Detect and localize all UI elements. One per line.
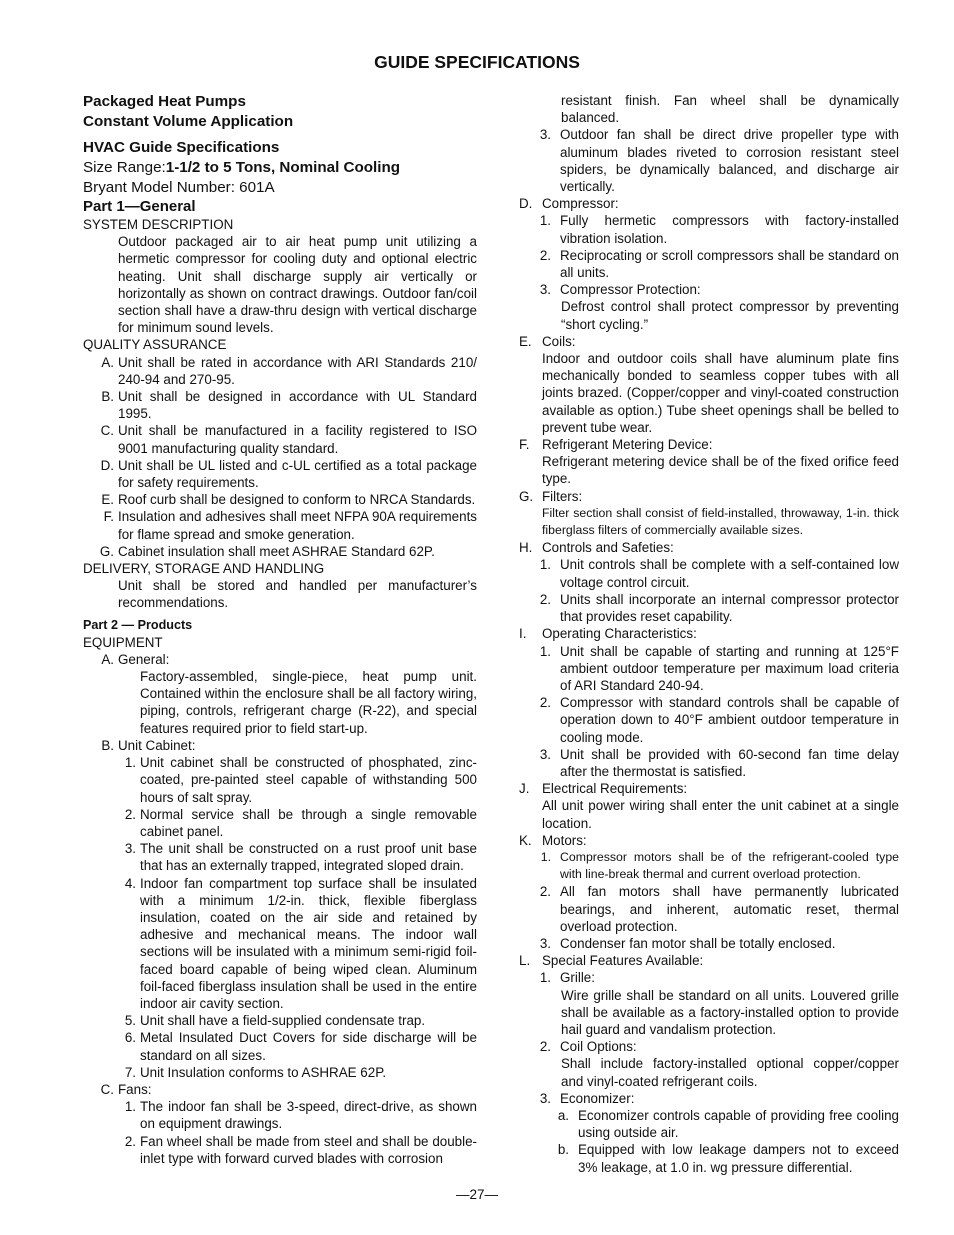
item-label: F. — [103, 509, 114, 525]
list-item — [83, 875, 477, 1013]
coil-options-text: Shall include factory-installed optional copper/copper and vinyl-coated refrigerant coils. — [561, 1056, 899, 1089]
list-item — [83, 354, 477, 388]
heading-hvac-guide: HVAC Guide Specifications — [83, 139, 280, 156]
item-label: 6. — [124, 1030, 136, 1046]
list-item — [83, 422, 477, 456]
page-title: GUIDE SPECIFICATIONS — [374, 52, 580, 72]
item-label: L. — [519, 953, 531, 969]
item-text: Equipped with low leakage dampers not to exceed 3% leakage, at 1.0 in. wg pressure differential. — [578, 1142, 899, 1175]
item-label: E. — [101, 492, 114, 508]
item-label: 2. — [539, 247, 551, 263]
list-item — [83, 508, 477, 542]
section-l-heading — [519, 952, 899, 969]
item-label: J. — [519, 781, 530, 797]
item-text: Outdoor fan shall be direct drive propeller type with aluminum blades riveted to corrosion resistant steel spiders, be dynamically balanced, and discharge air vertically. — [560, 127, 899, 195]
item-label: D. — [519, 196, 533, 212]
item-label: 1. — [539, 557, 551, 573]
item-text: Economizer controls capable of providing free cooling using outside air. — [578, 1107, 899, 1141]
item-text: Metal Insulated Duct Covers for side discharge will be standard on all sizes. — [140, 1030, 477, 1063]
item-text: Fan wheel shall be made from steel and shall be double-inlet type with forward curved blades with corrosion — [140, 1133, 477, 1166]
item-label: H. — [519, 540, 533, 556]
item-label: 1. — [124, 755, 136, 771]
list-item — [519, 126, 899, 195]
section-b-heading — [83, 737, 477, 754]
item-label: 1. — [539, 970, 551, 986]
list-item — [83, 543, 477, 560]
list-item — [83, 1064, 477, 1081]
item-text: Condenser fan motor shall be totally enclosed. — [560, 935, 836, 951]
item-label: 3. — [539, 935, 551, 951]
item-label: 4. — [124, 875, 136, 891]
item-title: Special Features Available: — [542, 953, 704, 969]
right-column — [519, 92, 899, 1176]
item-label: C. — [100, 423, 114, 439]
list-item — [519, 212, 899, 246]
item-text: The unit shall be constructed on a rust proof unit base that has an externally trapped, integrated sloped drain. — [140, 841, 477, 874]
item-title: Coils: — [542, 333, 576, 349]
delivery-text: Unit shall be stored and handled per manufacturer’s recommendations. — [118, 578, 477, 611]
item-text: Unit shall have a field-supplied condensate trap. — [140, 1013, 426, 1029]
section-a-text: Factory-assembled, single-piece, heat pump unit. Contained within the enclosure shall be all factory wiring, piping, controls, refrigerant charge (R-22), and special features required prior to field start-up. — [140, 669, 477, 736]
part1-heading: Part 1—General — [83, 198, 196, 215]
section-d-heading — [519, 195, 899, 212]
item-title: Economizer: — [560, 1090, 635, 1106]
item-label: K. — [519, 832, 532, 848]
item-text: Unit shall be manufactured in a facility registered to ISO 9001 manufacturing quality standard. — [118, 423, 477, 456]
coils-text: Indoor and outdoor coils shall have aluminum plate fins mechanically bonded to seamless copper tubes with all joints brazed. (Copper/copper and vinyl-coated construction available as option.) Tube sheet openings shall be belled to prevent tube wear. — [542, 351, 899, 435]
item-text: Unit shall be UL listed and c-UL certified as a total package for safety requirements. — [118, 457, 477, 491]
list-item — [83, 840, 477, 874]
item-label: 7. — [124, 1064, 136, 1080]
list-item — [519, 281, 899, 298]
list-item — [519, 1107, 899, 1141]
item-label: G. — [519, 488, 534, 504]
section-f-heading — [519, 436, 899, 453]
item-title: Controls and Safeties: — [542, 540, 674, 556]
list-item — [83, 1029, 477, 1063]
section-g-heading — [519, 488, 899, 505]
quality-assurance-list — [83, 354, 477, 560]
heading-constant-volume: Constant Volume Application — [83, 113, 294, 130]
section-h-heading — [519, 539, 899, 556]
section-a-heading — [83, 651, 477, 668]
item-title: Coil Options: — [560, 1039, 637, 1055]
section-c-list — [83, 1098, 477, 1167]
item-label: 3. — [539, 1090, 551, 1106]
item-text: Unit shall be capable of starting and running at 125°F ambient outdoor temperature per maximum load criteria of ARI Standard 240-94. — [560, 643, 899, 693]
section-j-heading — [519, 780, 899, 797]
item-label: 3. — [539, 746, 551, 762]
item-text: Unit controls shall be complete with a self-contained low voltage control circuit. — [560, 557, 899, 590]
fan-item-2-continued: resistant finish. Fan wheel shall be dynamically balanced. — [561, 93, 899, 126]
size-range — [83, 158, 477, 178]
system-description-text: Outdoor packaged air to air heat pump unit utilizing a hermetic compressor for cooling duty and optional electric heating. Unit shall discharge supply air vertically or horizontally as shown on contract drawings. Outdoor fan/coil section shall have a draw-thru design with vertical discharge for minimum sound levels. — [118, 234, 477, 336]
list-item — [519, 1090, 899, 1107]
heading-packaged: Packaged Heat Pumps — [83, 93, 246, 110]
size-range-label: Size Range: — [83, 159, 166, 176]
list-item — [83, 806, 477, 840]
left-column — [83, 92, 477, 1167]
list-item — [83, 1012, 477, 1029]
quality-assurance-heading: QUALITY ASSURANCE — [83, 337, 227, 353]
item-text: The indoor fan shall be 3-speed, direct-drive, as shown on equipment drawings. — [140, 1099, 477, 1132]
list-item — [519, 849, 899, 883]
list-item — [519, 969, 899, 986]
item-label: 3. — [539, 127, 551, 143]
item-title: Electrical Requirements: — [542, 781, 688, 797]
item-label: I. — [519, 626, 527, 642]
item-title: Operating Characteristics: — [542, 626, 697, 642]
delivery-heading: DELIVERY, STORAGE AND HANDLING — [83, 561, 325, 577]
item-label: 1. — [539, 213, 551, 229]
compressor-protection-text: Defrost control shall protect compressor by preventing “short cycling.” — [561, 299, 899, 332]
item-label: 3. — [124, 841, 136, 857]
filters-text: Filter section shall consist of field-installed, throwaway, 1-in. thick fiberglass filters of commercially available sizes. — [542, 505, 899, 538]
item-text: Compressor motors shall be of the refrigerant-cooled type with line-break thermal and current overload protection. — [560, 849, 899, 882]
section-c-heading — [83, 1081, 477, 1098]
item-text: Normal service shall be through a single removable cabinet panel. — [140, 806, 477, 839]
item-text: Indoor fan compartment top surface shall be insulated with a minimum 1/2-in. thick, flexible fiberglass insulation, coated on the air side and retained by adhesive and mechanical means. The indoor wall sections will be insulated with a minimum semi-rigid foil-faced board capable of being wiped clean. Aluminum foil-faced fiberglass insulation shall be used in the entire indoor air cavity section. — [140, 875, 477, 1011]
section-e-heading — [519, 333, 899, 350]
item-label: 2. — [539, 884, 551, 900]
item-text: Units shall incorporate an internal compressor protector that provides reset capability. — [560, 591, 899, 625]
item-title: Refrigerant Metering Device: — [542, 437, 713, 453]
list-item — [519, 935, 899, 952]
item-text: Cabinet insulation shall meet ASHRAE Standard 62P. — [118, 543, 435, 559]
item-label: B. — [101, 389, 114, 405]
list-item — [519, 746, 899, 780]
item-label: E. — [519, 333, 532, 349]
item-text: Roof curb shall be designed to conform to NRCA Standards. — [118, 492, 476, 508]
grille-text: Wire grille shall be standard on all units. Louvered grille shall be available as a factory-installed option to provide hail guard and vandalism protection. — [561, 987, 899, 1037]
item-label: A. — [101, 354, 114, 370]
model-number: Bryant Model Number: 601A — [83, 179, 275, 196]
metering-text: Refrigerant metering device shall be of the fixed orifice feed type. — [542, 454, 899, 487]
item-label: A. — [101, 651, 114, 667]
item-title: Fans: — [118, 1081, 152, 1097]
item-label: G. — [99, 543, 114, 559]
item-title: Compressor: — [542, 196, 619, 212]
item-label: 1. — [540, 849, 551, 864]
item-title: Motors: — [542, 832, 587, 848]
item-label: 2. — [539, 591, 551, 607]
item-label: 2. — [539, 695, 551, 711]
item-label: B. — [101, 737, 114, 753]
part2-heading: Part 2 — Products — [83, 617, 193, 632]
item-text: Reciprocating or scroll compressors shall be standard on all units. — [560, 247, 899, 281]
section-i-heading — [519, 625, 899, 642]
item-label: 2. — [539, 1039, 551, 1055]
electrical-text: All unit power wiring shall enter the unit cabinet at a single location. — [542, 798, 899, 831]
item-text: Compressor with standard controls shall be capable of operation down to 40°F ambient outdoor temperature in cooling mode. — [560, 695, 899, 745]
item-label: 1. — [539, 643, 551, 659]
list-item — [519, 556, 899, 590]
item-text: Unit cabinet shall be constructed of phosphated, zinc-coated, pre-painted steel capable of withstanding 500 hours of salt spray. — [140, 755, 477, 805]
item-label: 1. — [124, 1099, 136, 1115]
page-number: —27— — [455, 1187, 499, 1202]
list-item — [83, 754, 477, 806]
list-item — [519, 1141, 899, 1175]
list-item — [83, 1133, 477, 1167]
item-label: b. — [557, 1142, 569, 1158]
list-item — [519, 591, 899, 625]
item-label: a. — [557, 1107, 569, 1123]
list-item — [519, 247, 899, 281]
item-title: Filters: — [542, 488, 583, 504]
item-text: Unit shall be rated in accordance with ARI Standards 210/ 240-94 and 270-95. — [118, 354, 477, 387]
item-text: Unit shall be designed in accordance with UL Standard 1995. — [118, 389, 477, 422]
item-text: Compressor Protection: — [560, 282, 701, 298]
size-range-value: 1-1/2 to 5 Tons, Nominal Cooling — [165, 159, 401, 176]
item-label: 5. — [124, 1013, 136, 1029]
item-label: 2. — [124, 1133, 136, 1149]
item-text: Unit shall be provided with 60-second fan time delay after the thermostat is satisfied. — [560, 746, 899, 779]
list-item — [519, 883, 899, 935]
item-label: D. — [100, 457, 114, 473]
list-item — [83, 1098, 477, 1132]
equipment-heading: EQUIPMENT — [83, 634, 163, 650]
item-title: General: — [118, 651, 170, 667]
section-b-list — [83, 754, 477, 1081]
list-item — [519, 1038, 899, 1055]
item-title: Grille: — [560, 970, 595, 986]
item-title: Unit Cabinet: — [118, 737, 196, 753]
list-item — [519, 643, 899, 695]
item-text: Insulation and adhesives shall meet NFPA 90A requirements for flame spread and smoke generation. — [118, 509, 477, 542]
list-item — [83, 457, 477, 491]
list-item — [83, 388, 477, 422]
item-text: All fan motors shall have permanently lubricated bearings, and inherent, automatic reset, thermal overload protection. — [560, 884, 899, 934]
item-label: F. — [519, 437, 530, 453]
system-description-heading: SYSTEM DESCRIPTION — [83, 217, 234, 232]
item-label: 3. — [539, 282, 551, 298]
section-k-heading — [519, 832, 899, 849]
item-label: C. — [100, 1081, 114, 1097]
item-label: 2. — [124, 806, 136, 822]
item-text: Fully hermetic compressors with factory-installed vibration isolation. — [560, 213, 899, 246]
list-item — [83, 491, 477, 508]
list-item — [519, 694, 899, 746]
item-text: Unit Insulation conforms to ASHRAE 62P. — [140, 1064, 387, 1080]
